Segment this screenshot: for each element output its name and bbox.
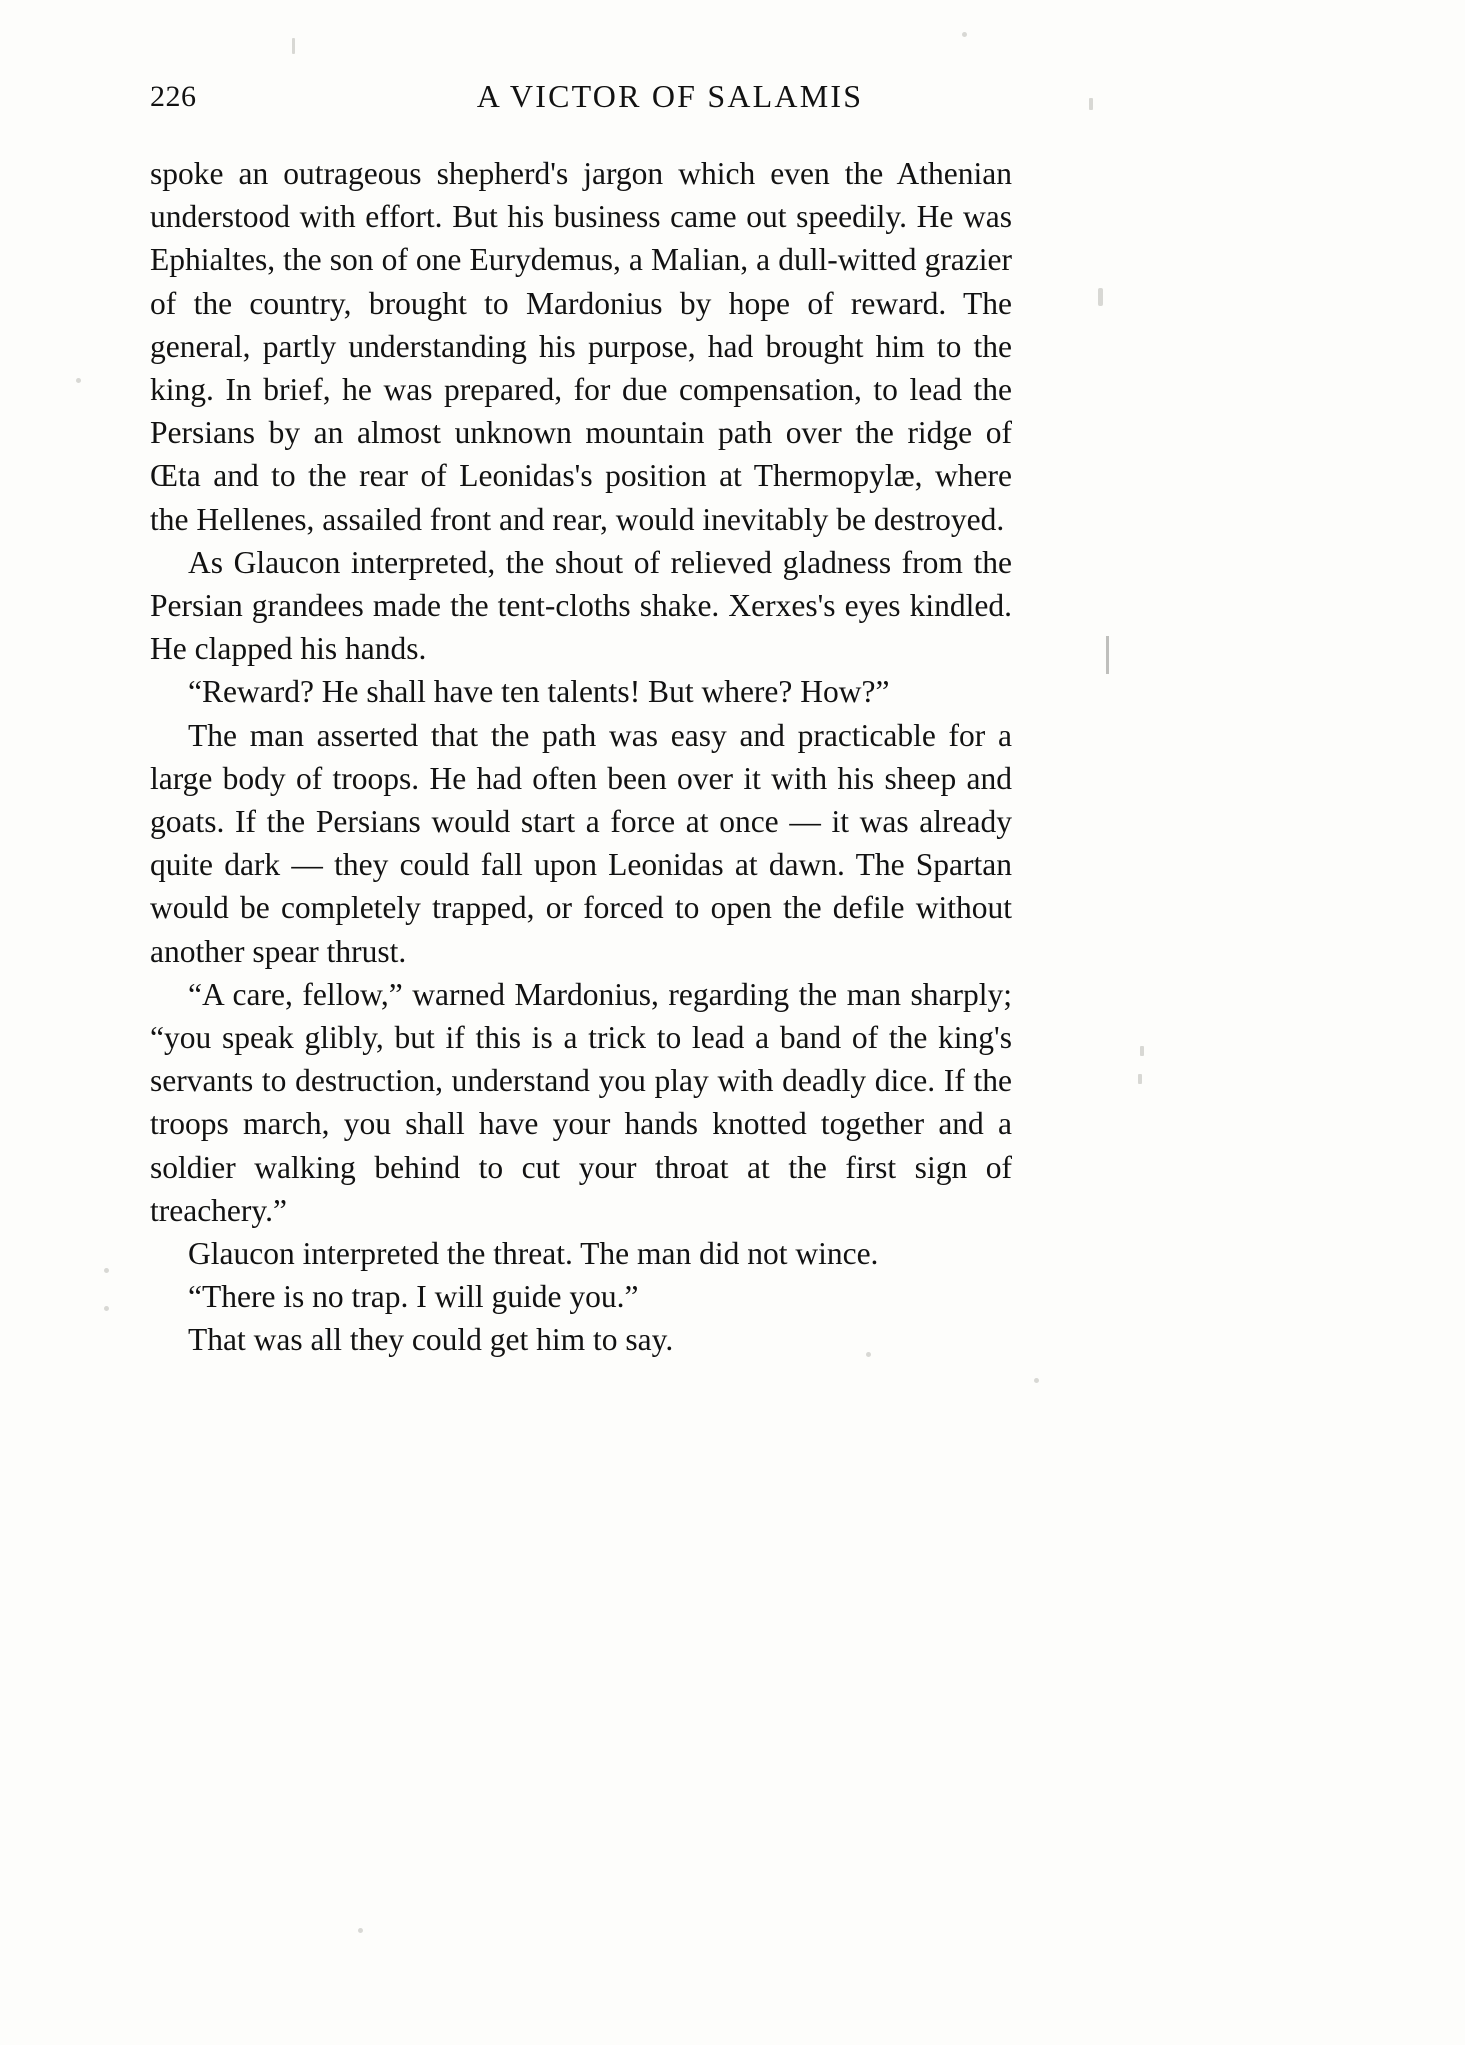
page-number: 226: [150, 80, 197, 113]
page-speck: [358, 1928, 363, 1933]
page-body: [150, 152, 1012, 1362]
paragraph: As Glaucon interpreted, the shout of relieved gladness from the Persian grandees made the tent-cloths shake. Xerxes's eyes kindled. He clapped his hands.: [150, 544, 1012, 667]
page-speck: [1098, 288, 1103, 306]
paragraph: The man asserted that the path was easy and practicable for a large body of troops. He had often been over it with his sheep and goats. If the Persians would start a force at once — it was already quite dark — they could fall upon Leonidas at dawn. The Spartan would be completely trapped, or forced to open the defile without another spear thrust.: [150, 717, 1012, 969]
page-speck: [104, 1268, 109, 1273]
page-speck: [1140, 1046, 1144, 1056]
page-speck: [104, 1306, 109, 1311]
paragraph: spoke an outrageous shepherd's jargon which even the Athenian understood with effort. But his business came out speedily. He was Ephialtes, the son of one Eurydemus, a Malian, a dull-witted grazier of the country, brought to Mardonius by hope of reward. The general, partly understanding his purpose, had brought him to the king. In brief, he was prepared, for due compensation, to lead the Persians by an almost unknown mountain path over the ridge of Œta and to the rear of Leonidas's position at Thermopylæ, where the Hellenes, assailed front and rear, would inevitably be destroyed.: [150, 156, 1012, 537]
page-edge-mark: [1106, 636, 1109, 674]
paragraph: “A care, fellow,” warned Mardonius, regarding the man sharply; “you speak glibly, but if this is a trick to lead a band of the king's servants to destruction, understand you play with deadly dice. If the troops march, you shall have your hands knotted together and a soldier walking behind to cut your throat at the first sign of treachery.”: [150, 976, 1012, 1228]
paragraph: Glaucon interpreted the threat. The man did not wince.: [188, 1236, 879, 1272]
running-head-title: A VICTOR OF SALAMIS: [476, 78, 864, 114]
page-speck: [962, 32, 967, 37]
page-speck: [76, 378, 81, 383]
paragraph: “Reward? He shall have ten talents! But where? How?”: [188, 674, 890, 710]
page-speck: [1138, 1074, 1142, 1084]
page-speck: [1034, 1378, 1039, 1383]
paragraph: That was all they could get him to say.: [188, 1322, 674, 1358]
page-header: [150, 78, 1310, 124]
paragraph: “There is no trap. I will guide you.”: [188, 1279, 639, 1315]
page-speck: [292, 38, 295, 54]
